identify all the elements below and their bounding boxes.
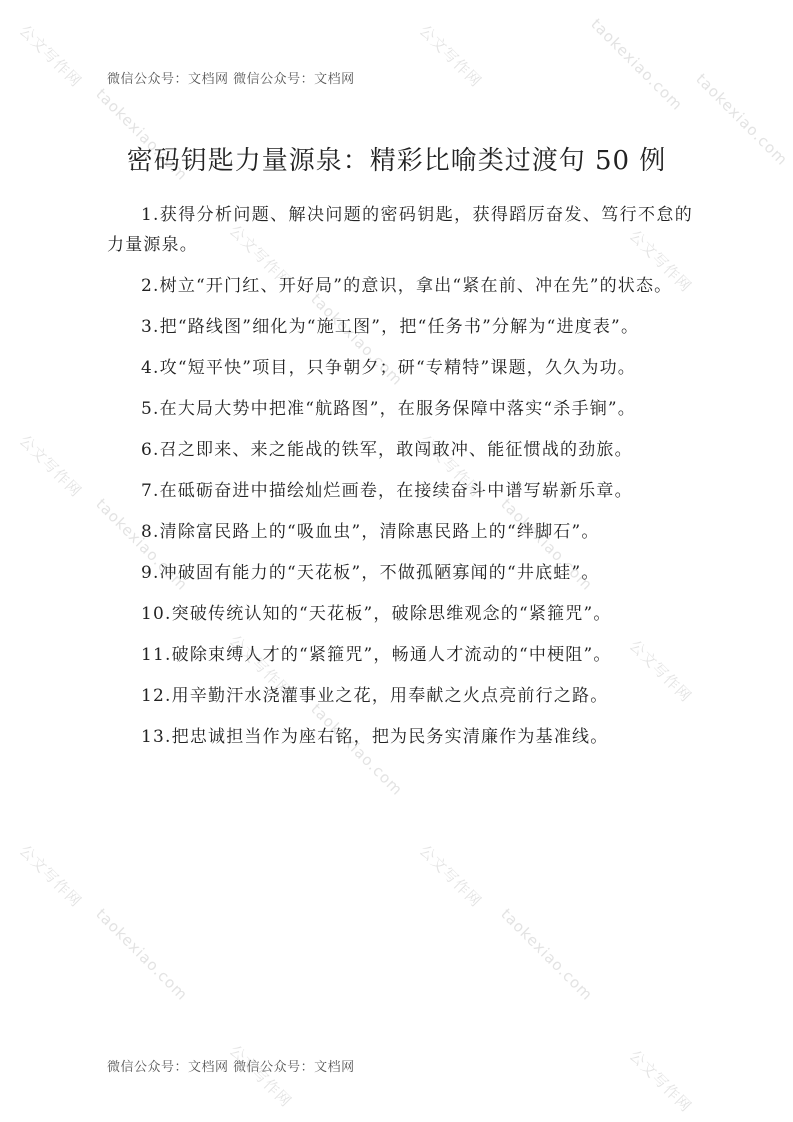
list-item: 5.在大局大势中把准“航路图”，在服务保障中落实“杀手锏”。 <box>141 399 636 419</box>
watermark-text: taokexiao.com <box>307 700 407 800</box>
watermark-text: 公文写作网 <box>225 1041 296 1111</box>
watermark-text: taokexiao.com <box>92 905 192 1005</box>
watermark-text: taokexiao.com <box>587 15 687 115</box>
watermark-text: 公文写作网 <box>15 431 86 501</box>
watermark-text: taokexiao.com <box>92 85 192 185</box>
watermark-text: 公文写作网 <box>625 1046 696 1116</box>
watermark-text: 公文写作网 <box>15 841 86 911</box>
watermark-text: taokexiao.com <box>497 495 597 595</box>
list-item: 9.冲破固有能力的“天花板”，不做孤陋寡闻的“井底蛙”。 <box>141 563 600 583</box>
list-item: 4.攻“短平快”项目，只争朝夕；研“专精特”课题，久久为功。 <box>141 358 636 378</box>
page-header: 微信公众号：文档网 微信公众号：文档网 <box>107 72 355 87</box>
watermark-text: 公文写作网 <box>415 431 486 501</box>
list-item: 2.树立“开门红、开好局”的意识，拿出“紧在前、冲在先”的状态。 <box>141 276 673 296</box>
watermark-text: 公文写作网 <box>625 226 696 296</box>
watermark-text: taokexiao.com <box>497 905 597 1005</box>
watermark-text: 公文写作网 <box>625 636 696 706</box>
list-item: 1.获得分析问题、解决问题的密码钥匙，获得蹈厉奋发、笃行不怠的力量源泉。 <box>107 205 693 255</box>
list-item: 13.把忠诚担当作为座右铭，把为民务实清廉作为基准线。 <box>141 727 609 747</box>
list-item: 6.召之即来、来之能战的铁军，敢闯敢冲、能征惯战的劲旅。 <box>141 440 633 460</box>
watermark-text: 公文写作网 <box>415 841 486 911</box>
page-footer: 微信公众号：文档网 微信公众号：文档网 <box>107 1060 355 1075</box>
watermark-text: 公文写作网 <box>415 21 486 91</box>
list-item: 8.清除富民路上的“吸血虫”，清除惠民路上的“绊脚石”。 <box>141 522 600 542</box>
document-title: 密码钥匙力量源泉：精彩比喻类过渡句 50 例 <box>126 146 667 176</box>
item-list <box>107 200 693 763</box>
watermark-text: 公文写作网 <box>15 21 86 91</box>
list-item: 10.突破传统认知的“天花板”，破除思维观念的“紧箍咒”。 <box>141 604 612 624</box>
watermark-text: 公文写作网 <box>225 631 296 701</box>
watermark-text: taokexiao.com <box>692 70 792 170</box>
list-item: 7.在砥砺奋进中描绘灿烂画卷，在接续奋斗中谱写崭新乐章。 <box>141 481 633 501</box>
list-item: 12.用辛勤汗水浇灌事业之花，用奉献之火点亮前行之路。 <box>141 686 609 706</box>
list-item: 11.破除束缚人才的“紧箍咒”，畅通人才流动的“中梗阻”。 <box>141 645 612 665</box>
watermark-text: taokexiao.com <box>307 290 407 390</box>
list-item: 3.把“路线图”细化为“施工图”，把“任务书”分解为“进度表”。 <box>141 317 640 337</box>
watermark-text: 公文写作网 <box>225 221 296 291</box>
watermark-text: taokexiao.com <box>92 495 192 595</box>
